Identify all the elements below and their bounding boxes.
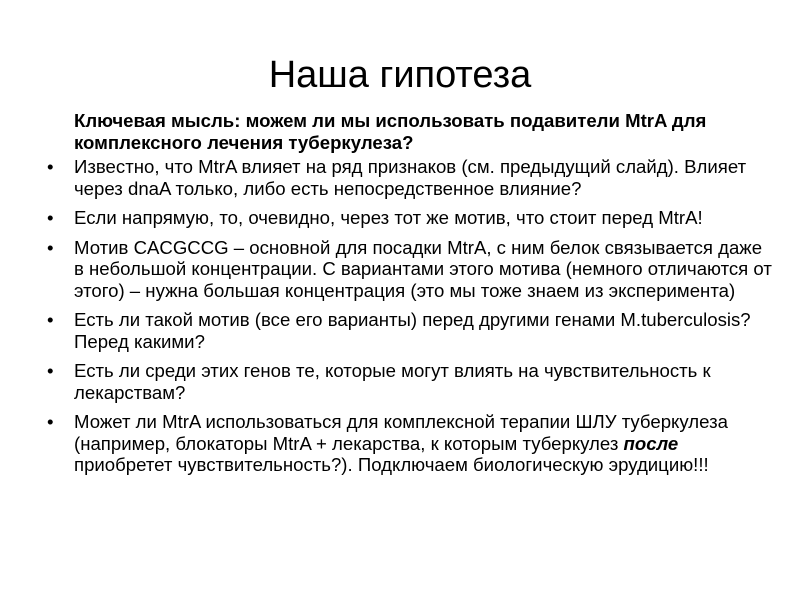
bullet-item <box>40 207 775 229</box>
bullet-text-before: Может ли MtrA использоваться для комплексной терапии ШЛУ туберкулеза (например, блокаторы MtrA + лекарства, к которым туберкулез <box>74 411 728 454</box>
slide-body <box>40 110 775 484</box>
bullet-text: Известно, что MtrA влияет на ряд признаков (см. предыдущий слайд). Влияет через dnaA только, либо есть непосредственное влияние? <box>74 156 747 199</box>
bullet-item <box>40 309 775 352</box>
bullet-item <box>40 411 775 476</box>
bullet-text-after: приобретет чувствительность?). Подключаем биологическую эрудицию!!! <box>74 454 709 475</box>
bullet-marker: • <box>47 411 54 432</box>
slide-title: Наша гипотеза <box>268 54 532 96</box>
bullet-marker: • <box>47 236 54 258</box>
bullet-marker: • <box>47 156 54 177</box>
bullet-emphasis: после <box>623 432 679 454</box>
bullet-item <box>40 237 775 302</box>
bullet-marker: • <box>47 309 54 330</box>
bullet-item <box>40 360 775 403</box>
bullet-text: Мотив CACGCCG – основной для посадки MtrA, с ним белок связывается даже в небольшой концентрации. С вариантами этого мотива (немного отличаются от этого) – нужна большая концентрация (это мы тоже знаем из эксперимента) <box>74 236 772 301</box>
bullet-text: Есть ли среди этих генов те, которые могут влиять на чувствительность к лекарствам? <box>74 360 711 403</box>
bullet-marker: • <box>47 207 54 228</box>
key-point: Ключевая мысль: можем ли мы использовать подавители MtrA для комплексного лечения туберкулеза? <box>74 110 707 153</box>
bullet-marker: • <box>47 360 54 381</box>
bullet-item <box>40 156 775 199</box>
bullet-text: Если напрямую, то, очевидно, через тот же мотив, что стоит перед MtrA! <box>74 207 703 228</box>
bullet-text: Есть ли такой мотив (все его варианты) перед другими генами M.tuberculosis? Перед какими? <box>74 309 751 352</box>
